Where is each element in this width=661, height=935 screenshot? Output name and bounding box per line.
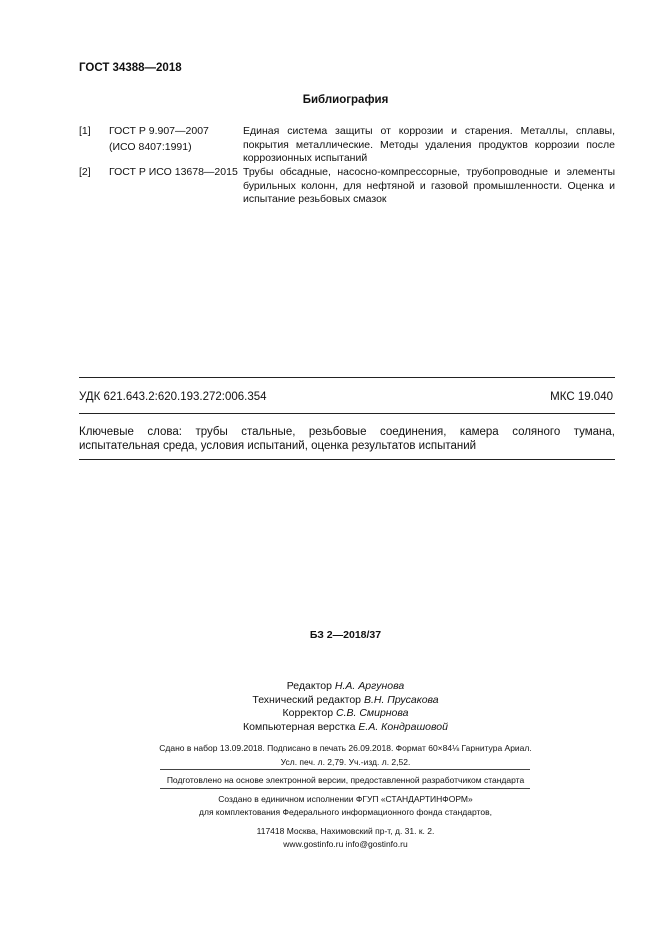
publisher-contacts: www.gostinfo.ru info@gostinfo.ru (283, 839, 408, 849)
divider-top (79, 377, 615, 378)
credits (0, 680, 661, 734)
publisher-line1: Создано в единичном исполнении ФГУП «СТАНДАРТИНФОРМ» (218, 794, 473, 804)
keywords: Ключевые слова: трубы стальные, резьбовые соединения, камера соляного тумана, испытательная среда, условия испытаний, оценка результатов испытаний (79, 426, 615, 452)
mks-code: МКС 19.040 (550, 391, 613, 403)
udk-code: УДК 621.643.2:620.193.272:006.354 (79, 391, 267, 403)
entry-code (109, 125, 209, 156)
print-info (0, 741, 661, 769)
entry-code-secondary: (ИСО 8407:1991) (109, 140, 192, 153)
bibliography-title: Библиография (302, 94, 389, 106)
standard-number: ГОСТ 34388—2018 (79, 62, 182, 74)
bz-number: БЗ 2—2018/37 (309, 629, 382, 641)
print-info-line2: Усл. печ. л. 2,79. Уч.-изд. л. 2,52. (280, 757, 411, 767)
entry-number: [2] (79, 166, 91, 178)
credit-proofreader: Корректор С.В. Смирнова (282, 707, 409, 719)
credit-layout: Компьютерная верстка Е.А. Кондрашовой (243, 720, 448, 733)
imprint-divider-2 (160, 788, 530, 789)
divider-middle (79, 413, 615, 414)
entry-number: [1] (79, 125, 91, 137)
credit-tech-editor: Технический редактор В.Н. Прусакова (252, 693, 439, 706)
prepared-note: Подготовлено на основе электронной версии, предоставленной разработчиком стандарта (166, 775, 525, 785)
entry-code-primary: ГОСТ Р 9.907—2007 (109, 125, 209, 137)
print-info-line1: Сдано в набор 13.09.2018. Подписано в печать 26.09.2018. Формат 60×84⅛ Гарнитура Ариал. (159, 743, 532, 753)
entry-description: Трубы обсадные, насосно-компрессорные, трубопроводные и элементы бурильных колонн, для нефтяной и газовой промышленности. Оценка и испытание резьбовых смазок (243, 166, 615, 205)
entry-code (109, 166, 238, 182)
publisher-line2: для комплектования Федерального информационного фонда стандартов, (199, 807, 492, 817)
publisher-address: 117418 Москва, Нахимовский пр-т, д. 31. к. 2. (256, 826, 435, 836)
entry-description: Единая система защиты от коррозии и старения. Металлы, сплавы, покрытия металлические. Методы удаления продуктов коррозии после коррозионных испытаний (243, 125, 615, 164)
publisher-info (0, 793, 661, 851)
entry-code-primary: ГОСТ Р ИСО 13678—2015 (109, 166, 238, 178)
divider-bottom (79, 459, 615, 460)
imprint-divider-1 (160, 769, 530, 770)
credit-editor: Редактор Н.А. Аргунова (286, 680, 405, 692)
